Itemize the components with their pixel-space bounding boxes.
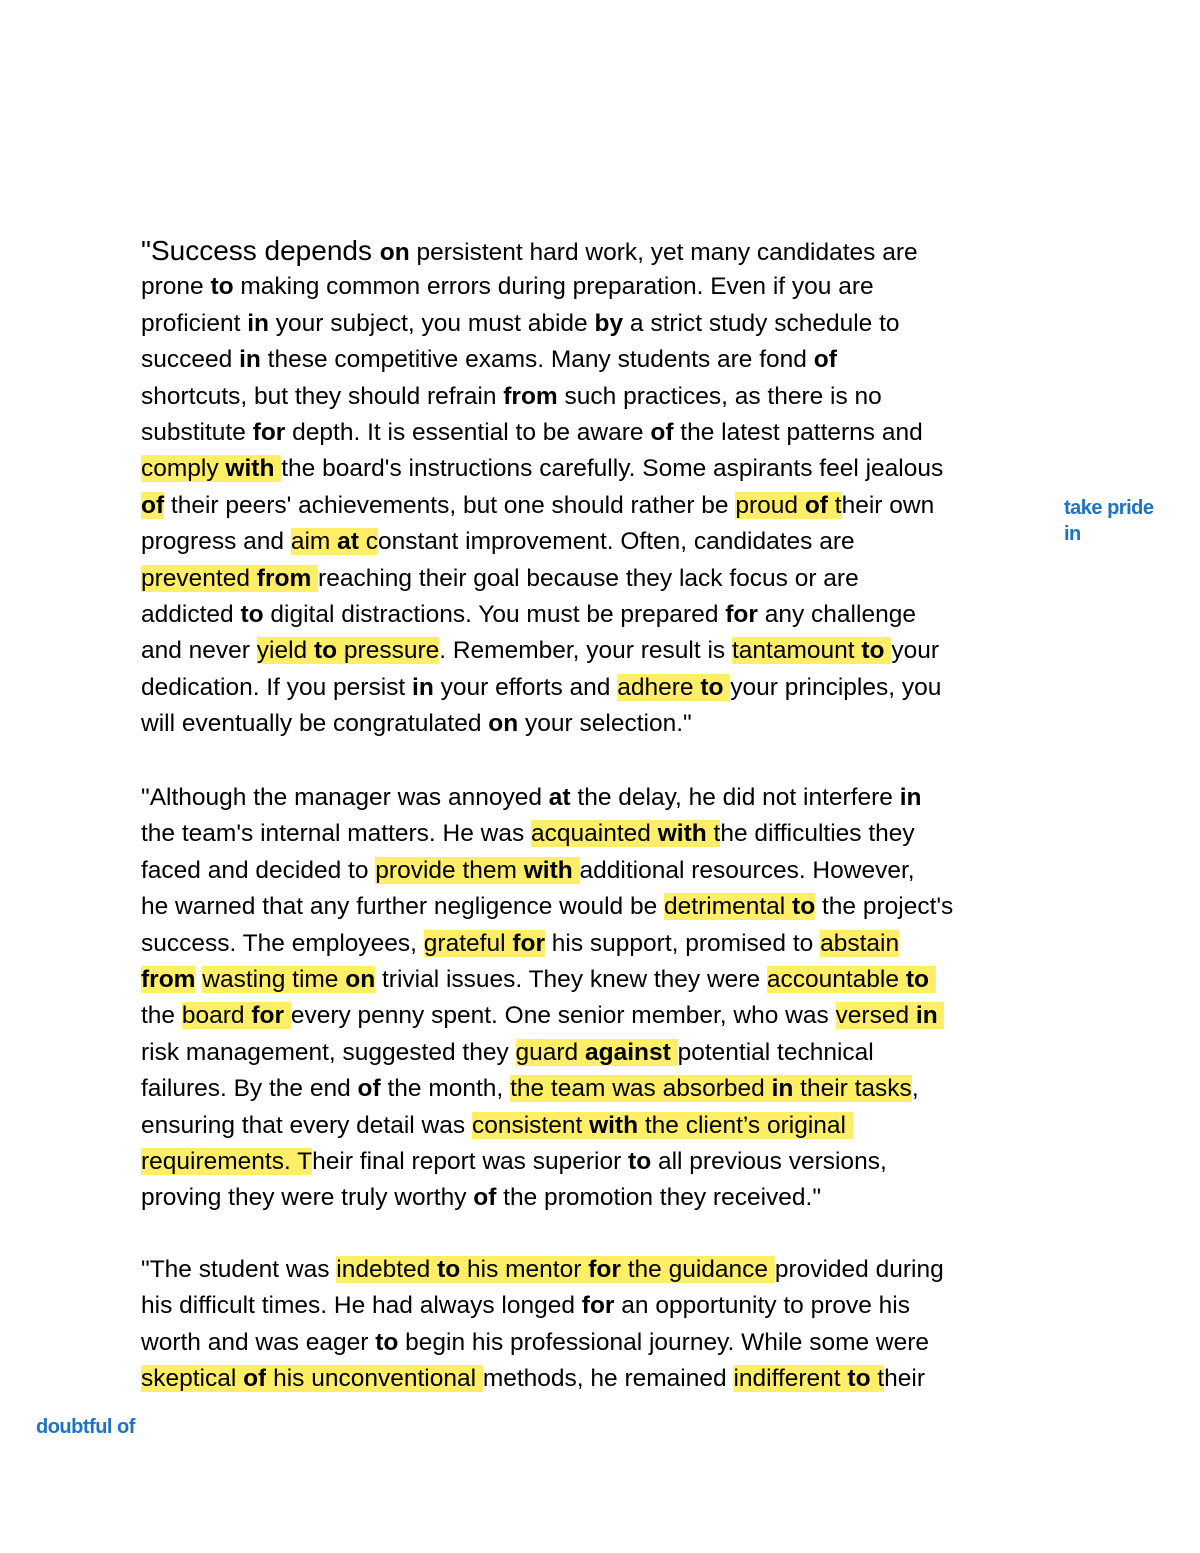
text-run: methods, he remained [482,1365,734,1393]
text-line [141,1073,919,1105]
highlighted-phrase: of [804,491,828,519]
highlighted-phrase: of [243,1365,267,1393]
highlighted-phrase: pressure [337,637,440,665]
bold-preposition: to [240,601,264,628]
text-line [141,563,859,595]
highlighted-phrase: versed [835,1002,916,1030]
text-line [141,526,855,558]
margin-annotation-doubtful-of: doubtful of [36,1416,135,1438]
text-line [141,1037,874,1069]
highlighted-phrase: for [512,929,545,957]
highlighted-phrase: the guidance [620,1256,775,1283]
text-run: will eventually be congratulated [141,710,489,738]
highlighted-phrase: guard [515,1038,585,1066]
text-run: your subject, you must abide [269,309,595,337]
text-run: the month, [380,1075,511,1103]
text-line [141,1290,910,1322]
text-run: an opportunity to prove his [614,1292,910,1320]
highlighted-phrase: aim [290,528,338,556]
highlighted-phrase: with [657,820,707,848]
text-run: the team's internal matters. He was [141,820,532,848]
text-run: trivial issues. They knew they were [375,966,767,993]
text-run: a strict study schedule to [623,309,900,337]
highlighted-phrase: c [358,528,378,556]
highlighted-phrase: abstain [820,929,900,957]
bold-preposition: to [628,1148,652,1175]
text-run: every penny spent. One senior member, who was [290,1002,836,1030]
text-run: ensuring that every detail was [141,1111,472,1139]
text-run: begin his professional journey. While some were [398,1328,930,1356]
text-run: addicted [141,601,241,628]
text-run: your principles, you [730,673,942,701]
text-run: he warned that any further negligence would be [141,893,665,921]
bold-preposition: to [375,1328,399,1356]
text-run: his difficult times. He had always longed [141,1292,582,1320]
highlighted-phrase [671,1039,678,1066]
text-line [141,599,916,631]
text-line [141,453,943,485]
highlighted-phrase: requirements. T [141,1148,313,1175]
text-run: reaching their goal because they lack focus or are [318,564,859,592]
text-line [141,1110,853,1142]
highlighted-phrase: to [847,1365,871,1393]
highlighted-phrase: tantamount [731,637,862,665]
highlighted-phrase: comply [141,455,226,483]
highlighted-phrase: on [345,966,376,993]
text-line [141,1000,944,1032]
text-run: the board's instructions carefully. Some aspirants feel jealous [281,455,944,483]
highlighted-phrase: accountable [766,966,906,993]
bold-preposition: on [379,239,410,266]
highlighted-phrase: wasting time [202,966,346,993]
margin-annotation-take-pride: take pride in [1064,497,1154,545]
highlighted-phrase: adhere [617,673,701,701]
highlighted-phrase: the client’s original [638,1111,853,1139]
highlighted-phrase [284,1002,291,1029]
highlighted-phrase: against [584,1038,671,1066]
highlighted-phrase: the team was absorbed [510,1075,772,1103]
text-line [141,235,918,269]
highlighted-phrase: to [700,673,724,701]
highlighted-phrase [938,1002,945,1029]
bold-preposition: in [239,346,261,374]
highlighted-phrase: indifferent [733,1365,848,1393]
text-run: your efforts and [433,673,618,701]
bold-preposition: of [650,419,674,446]
text-run: "Although the manager was annoyed [141,784,549,811]
text-run: worth and was eager [141,1328,376,1356]
text-run: shortcuts, but they should refrain [141,382,504,410]
text-run: making common errors during preparation. Even if you are [233,273,874,301]
highlighted-phrase: in [915,1002,938,1030]
text-run: onstant improvement. Often, candidates are [377,528,855,556]
highlighted-phrase: t [870,1365,885,1393]
text-line [141,308,900,340]
text-run: progress and [141,528,291,556]
text-line [141,1254,944,1286]
highlighted-phrase: t [827,491,842,519]
text-line [141,271,874,303]
text-run: the [141,1002,182,1030]
text-line [141,855,915,887]
text-run: "The student was [141,1256,337,1283]
bold-preposition: for [581,1292,615,1320]
highlighted-phrase: indebted [336,1256,438,1283]
highlighted-phrase: from [256,564,312,592]
bold-preposition: from [503,382,558,410]
bold-preposition: in [412,673,434,701]
text-run: depth. It is essential to be aware [285,419,651,446]
highlighted-phrase: for [251,1002,285,1030]
highlighted-phrase: provide them [375,856,524,884]
text-line [141,490,934,522]
bold-preposition: on [488,710,519,738]
highlighted-phrase: with [589,1111,639,1139]
text-run: faced and decided to [141,856,376,884]
text-line [141,818,915,850]
text-line [141,417,923,449]
highlighted-phrase [929,966,936,993]
text-line [141,964,936,996]
highlighted-phrase: of [141,491,165,519]
highlighted-phrase: to [792,893,816,921]
highlighted-phrase: t [706,820,721,848]
text-run: potential technical [677,1038,874,1066]
highlighted-phrase: grateful [423,929,513,957]
highlighted-phrase: his mentor [460,1256,589,1283]
bold-preposition: for [252,419,286,446]
text-run: the project's [815,893,954,921]
text-line [141,708,692,740]
bold-preposition: in [247,309,269,337]
text-run: the delay, he did not interfere [570,784,900,811]
text-line [141,381,882,413]
text-run: success. The employees, [141,929,424,957]
text-run: additional resources. However, [579,856,915,884]
text-run: . Remember, your result is [439,637,732,665]
highlighted-phrase: for [588,1256,621,1283]
text-run: heir [884,1365,926,1393]
text-run: such practices, as there is no [557,382,882,410]
text-run: risk management, suggested they [141,1038,516,1066]
text-line [141,1182,821,1214]
text-run: failures. By the end [141,1075,358,1103]
highlighted-phrase: detrimental [664,893,793,921]
highlighted-phrase: to [437,1256,461,1283]
bold-preposition: of [357,1075,381,1103]
highlighted-phrase: in [771,1075,794,1103]
highlighted-phrase: acquainted [531,820,658,848]
text-line [141,1327,929,1359]
highlighted-phrase: prevented [141,564,257,592]
text-line [141,782,922,814]
text-run: the latest patterns and [673,419,923,446]
text-run: your selection." [518,710,692,738]
highlighted-phrase: from [141,966,196,993]
bold-preposition: by [594,309,624,337]
highlighted-phrase: consistent [471,1111,590,1139]
text-run: proving they were truly worthy [141,1184,474,1212]
bold-preposition: for [725,601,758,628]
text-run: all previous versions, [651,1148,887,1175]
text-run: persistent hard work, yet many candidates are [409,239,918,266]
bold-preposition: in [899,784,922,811]
text-run: any challenge [757,601,916,628]
text-run: his support, promised to [545,929,821,957]
text-run: your [891,637,939,665]
text-run: heir final report was superior [312,1148,629,1175]
highlighted-phrase: to [313,637,338,665]
highlighted-phrase: yield [256,637,314,665]
text-run: succeed [141,346,240,374]
text-run: their peers' achievements, but one should rather be [164,491,736,519]
text-run: dedication. If you persist [141,673,413,701]
text-run: the promotion they received." [496,1184,822,1212]
highlighted-phrase: to [905,966,929,993]
text-line [141,635,939,667]
text-run: these competitive exams. Many students are fond [260,346,814,374]
text-run: digital distractions. You must be prepared [263,601,726,628]
bold-preposition: to [210,273,234,301]
text-run: he difficulties they [720,820,915,848]
text-run: provided during [774,1256,944,1283]
text-line [141,891,953,923]
text-line [141,1146,887,1178]
text-run: heir own [841,491,935,519]
highlighted-phrase: his unconventional [266,1365,483,1393]
bold-preposition: of [813,346,837,374]
text-line [141,344,837,376]
highlighted-phrase: skeptical [141,1365,244,1393]
text-line [141,928,899,960]
text-run: , [911,1075,919,1103]
text-line [141,672,941,704]
highlighted-phrase: with [225,455,275,483]
highlighted-phrase: their tasks [793,1075,912,1103]
highlighted-phrase: board [181,1002,252,1030]
highlighted-phrase: with [523,856,573,884]
highlighted-phrase: to [861,637,885,665]
text-run: "Success depends [141,235,380,266]
highlighted-phrase: proud [735,491,805,519]
text-line [141,1363,925,1395]
text-run: substitute [141,419,253,446]
bold-preposition: at [548,784,571,811]
text-run: prone [141,273,211,301]
bold-preposition: of [473,1184,497,1212]
text-run: proficient [141,309,248,337]
text-run: and never [141,637,257,665]
highlighted-phrase: at [337,528,359,556]
highlighted-phrase [573,857,580,884]
